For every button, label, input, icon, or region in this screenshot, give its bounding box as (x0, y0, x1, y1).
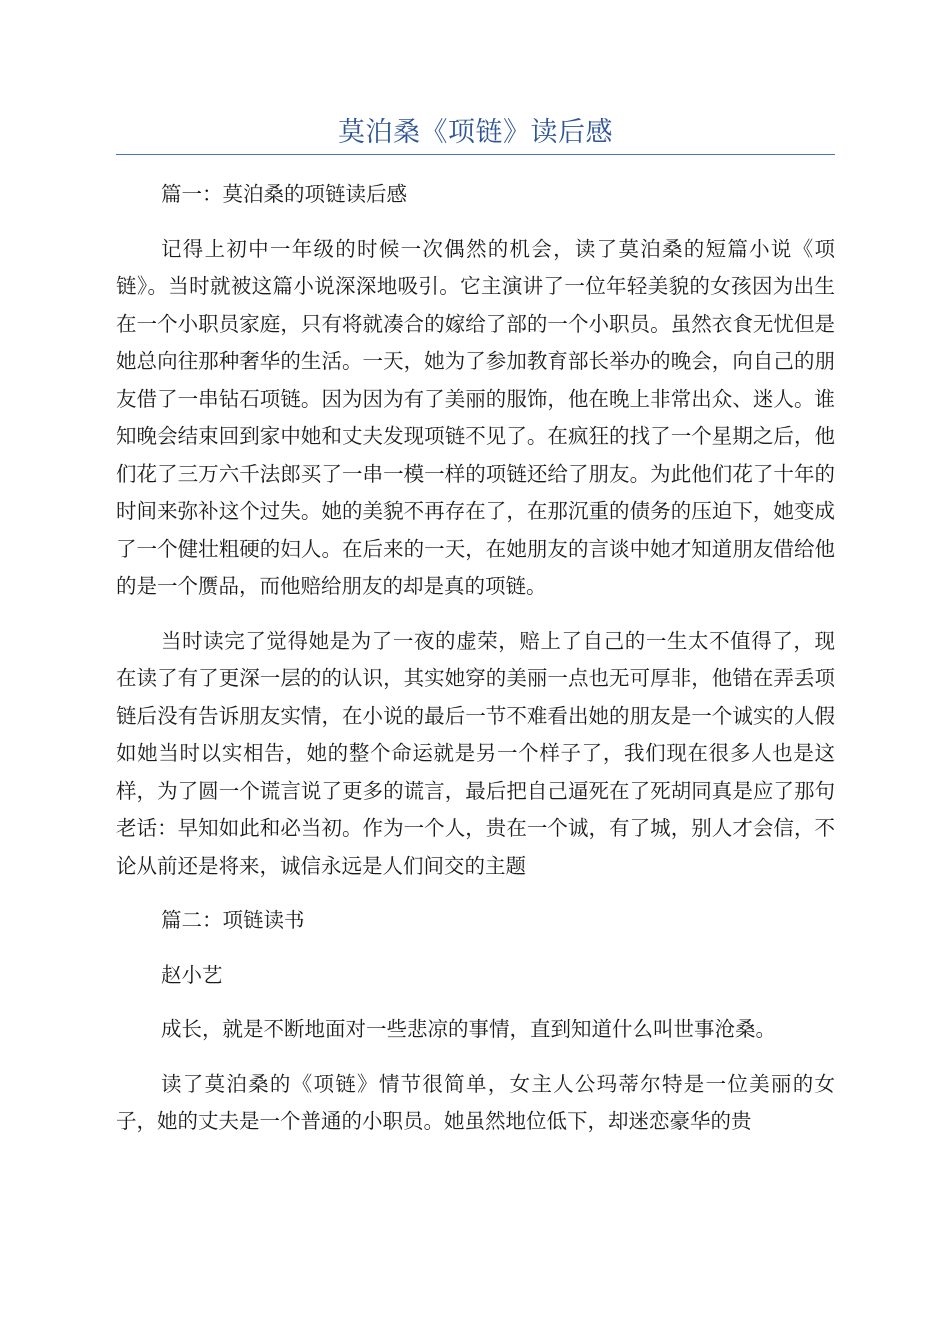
body-paragraph: 记得上初中一年级的时候一次偶然的机会，读了莫泊桑的短篇小说《项链》。当时就被这篇小说深深地吸引。它主演讲了一位年轻美貌的女孩因为出生在一个小职员家庭，只有将就凑合的嫁给了部的一个小职员。虽然衣食无忧但是她总向往那种奢华的生活。一天，她为了参加教育部长举办的晚会，向自己的朋友借了一串钻石项链。因为因为有了美丽的服饰，他在晚上非常出众、迷人。谁知晚会结束回到家中她和丈夫发现项链不见了。在疯狂的找了一个星期之后，他们花了三万六千法郎买了一串一模一样的项链还给了朋友。为此他们花了十年的时间来弥补这个过失。她的美貌不再存在了，在那沉重的债务的压迫下，她变成了一个健壮粗硬的妇人。在后来的一天，在她朋友的言谈中她才知道朋友借给他的是一个赝品，而他赔给朋友的却是真的项链。 (116, 236, 835, 598)
section-heading-1: 篇一：莫泊桑的项链读后感 (161, 182, 407, 206)
document-body (116, 176, 835, 1158)
body-paragraph: 成长，就是不断地面对一些悲凉的事情，直到知道什么叫世事沧桑。 (161, 1017, 776, 1041)
body-paragraph: 读了莫泊桑的《项链》情节很简单，女主人公玛蒂尔特是一位美丽的女子，她的丈夫是一个普通的小职员。她虽然地位低下，却迷恋豪华的贵 (116, 1071, 835, 1133)
title-underline (116, 154, 835, 155)
section-heading-2: 篇二：项链读书 (161, 908, 305, 932)
body-paragraph: 当时读完了觉得她是为了一夜的虚荣，赔上了自己的一生太不值得了，现在读了有了更深一层的的认识，其实她穿的美丽一点也无可厚非，他错在弄丢项链后没有告诉朋友实情，在小说的最后一节不难看出她的朋友是一个诚实的人假如她当时以实相告，她的整个命运就是另一个样子了，我们现在很多人也是这样，为了圆一个谎言说了更多的谎言，最后把自己逼死在了死胡同真是应了那句老话：早知如此和必当初。作为一个人，贵在一个诚，有了城，别人才会信，不论从前还是将来，诚信永远是人们间交的主题 (116, 628, 835, 878)
document-title: 莫泊桑《项链》读后感 (338, 117, 613, 148)
author-name: 赵小艺 (161, 962, 223, 987)
